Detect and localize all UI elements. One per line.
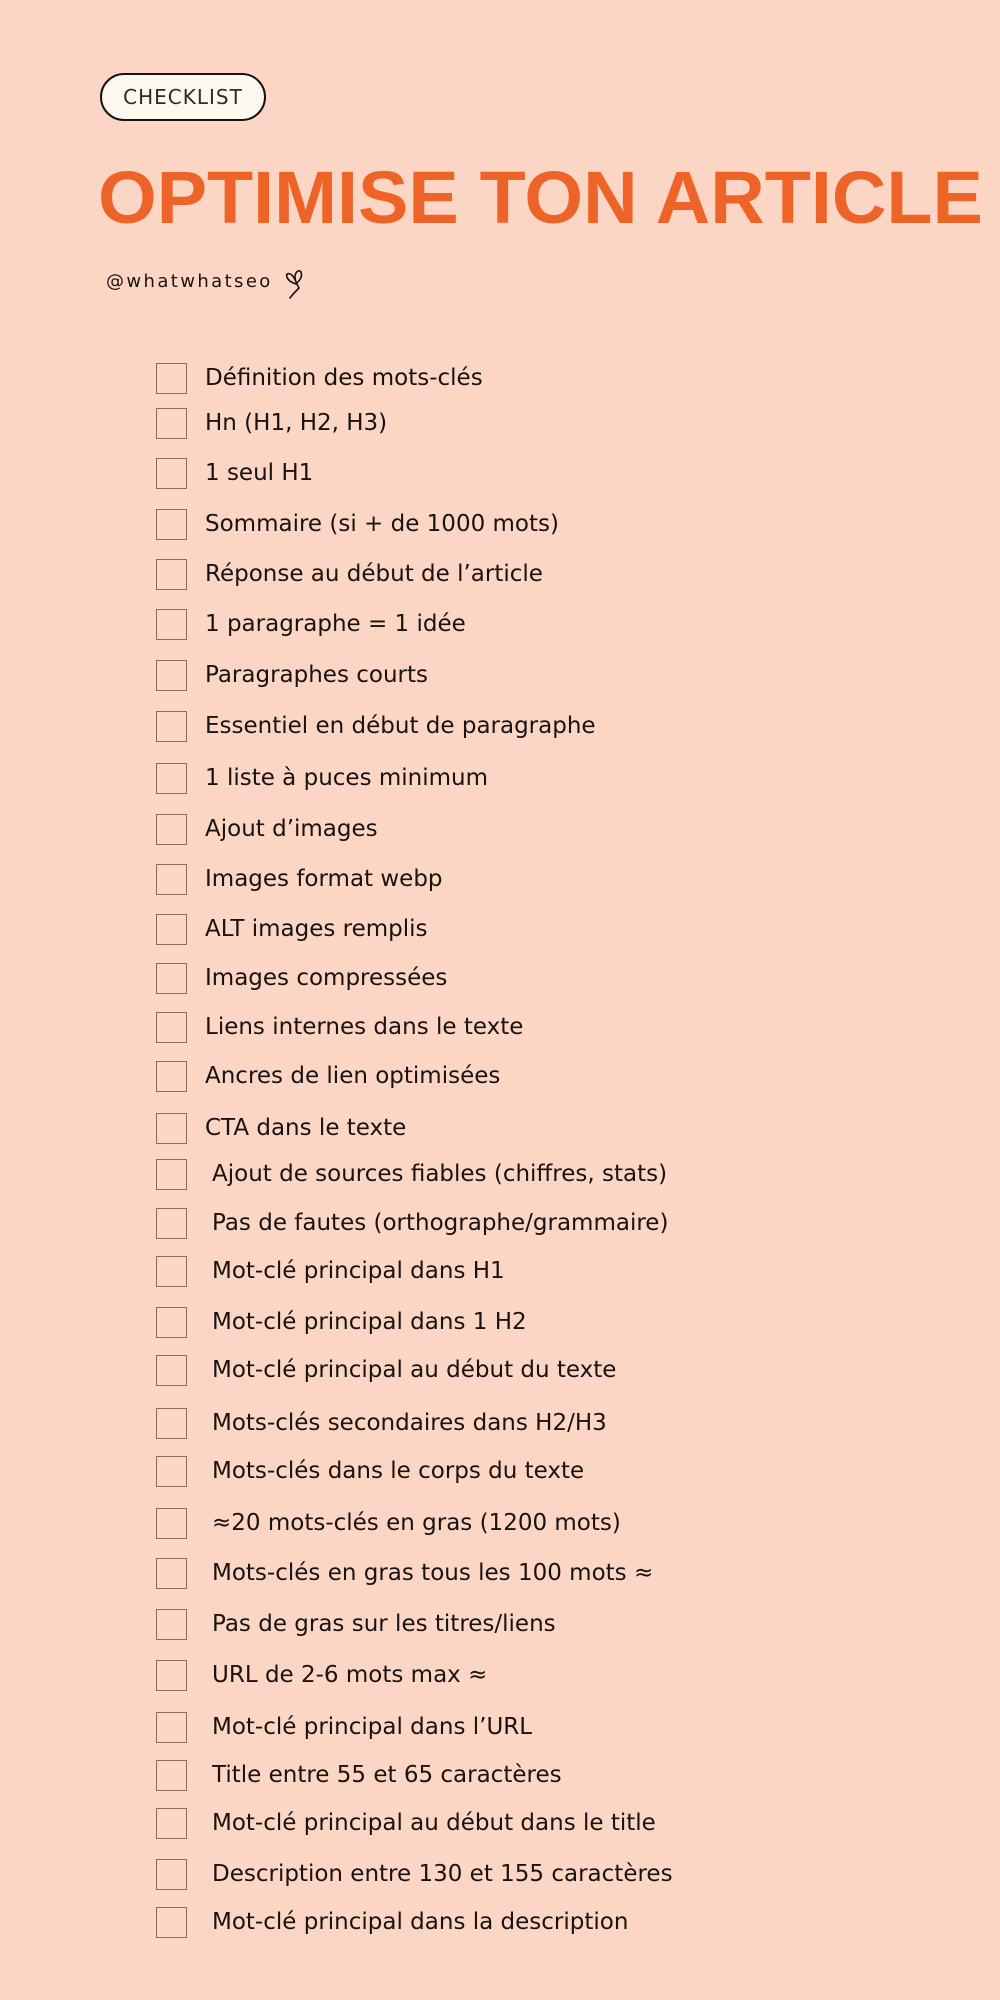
checkbox[interactable] [156, 914, 187, 945]
checkbox[interactable] [156, 1859, 187, 1890]
checklist-item-label: Essentiel en début de paragraphe [205, 713, 596, 739]
checklist-item[interactable] [156, 1506, 621, 1540]
checklist-item[interactable] [156, 557, 543, 591]
checklist-item-label: CTA dans le texte [205, 1115, 407, 1141]
checklist-item-label: Mots-clés en gras tous les 100 mots ≈ [212, 1560, 654, 1586]
checkbox[interactable] [156, 1061, 187, 1092]
checkbox[interactable] [156, 1660, 187, 1691]
checklist-item-label: ≈20 mots-clés en gras (1200 mots) [212, 1510, 621, 1536]
checkbox[interactable] [156, 363, 187, 394]
checklist-item-label: Sommaire (si + de 1000 mots) [205, 511, 559, 537]
checklist-item[interactable] [156, 709, 596, 743]
checklist-item-label: Mot-clé principal au début du texte [212, 1357, 617, 1383]
checklist-item[interactable] [156, 1353, 616, 1387]
checklist-item-label: Réponse au début de l’article [205, 561, 543, 587]
checklist-item[interactable] [156, 1010, 523, 1044]
checkbox[interactable] [156, 1159, 187, 1190]
checklist-item[interactable] [156, 1305, 527, 1339]
checklist-item[interactable] [156, 761, 488, 795]
checklist-item[interactable] [156, 406, 387, 440]
checkbox[interactable] [156, 1256, 187, 1287]
heart-icon [283, 266, 307, 300]
checkbox[interactable] [156, 1609, 187, 1640]
checklist-item-label: Définition des mots-clés [205, 365, 483, 391]
checklist-item-label: Description entre 130 et 155 caractères [212, 1861, 673, 1887]
checkbox[interactable] [156, 1456, 187, 1487]
checklist-item-label: Ajout de sources fiables (chiffres, stats) [212, 1161, 668, 1187]
checkbox[interactable] [156, 609, 187, 640]
checklist-item[interactable] [156, 1607, 556, 1641]
checkbox[interactable] [156, 1712, 187, 1743]
checkbox[interactable] [156, 1408, 187, 1439]
checklist-item-label: Images format webp [205, 866, 443, 892]
checklist-item-label: 1 liste à puces minimum [205, 765, 489, 791]
checklist-item-label: Ancres de lien optimisées [205, 1063, 501, 1089]
checklist-item[interactable] [156, 812, 378, 846]
checklist-item-label: Title entre 55 et 65 caractères [212, 1762, 562, 1788]
checkbox[interactable] [156, 408, 187, 439]
badge-label: CHECKLIST [123, 85, 243, 109]
checklist-item[interactable] [156, 361, 483, 395]
checklist-item-label: Pas de gras sur les titres/liens [212, 1611, 556, 1637]
checkbox[interactable] [156, 1113, 187, 1144]
checkbox[interactable] [156, 1307, 187, 1338]
checklist-item[interactable] [156, 1206, 668, 1240]
page-title: OPTIMISE TON ARTICLE [98, 156, 983, 239]
checklist-item[interactable] [156, 1710, 532, 1744]
checkbox[interactable] [156, 1808, 187, 1839]
checkbox[interactable] [156, 559, 187, 590]
checkbox[interactable] [156, 660, 187, 691]
checklist-item-label: Paragraphes courts [205, 662, 429, 688]
checklist-item[interactable] [156, 1454, 584, 1488]
checklist-item[interactable] [156, 1556, 653, 1590]
checkbox[interactable] [156, 1508, 187, 1539]
checklist-item-label: 1 paragraphe = 1 idée [205, 611, 466, 637]
checkbox[interactable] [156, 509, 187, 540]
checklist-item-label: Mot-clé principal dans 1 H2 [212, 1309, 527, 1335]
checkbox[interactable] [156, 1760, 187, 1791]
author-handle [106, 262, 307, 300]
checkbox[interactable] [156, 711, 187, 742]
checklist-item[interactable] [156, 607, 466, 641]
checklist-badge [100, 73, 266, 121]
checkbox[interactable] [156, 458, 187, 489]
checkbox[interactable] [156, 763, 187, 794]
checklist-item[interactable] [156, 1111, 406, 1145]
checklist-item-label: Mots-clés secondaires dans H2/H3 [212, 1410, 607, 1436]
checklist-item[interactable] [156, 1857, 673, 1891]
checklist-item-label: Pas de fautes (orthographe/grammaire) [212, 1210, 669, 1236]
checklist-item[interactable] [156, 1157, 667, 1191]
checkbox[interactable] [156, 1355, 187, 1386]
checklist-item-label: Mot-clé principal dans H1 [212, 1258, 505, 1284]
checkbox[interactable] [156, 1012, 187, 1043]
handle-text: @whatwhatseo [106, 270, 273, 292]
checklist-item-label: ALT images remplis [205, 916, 428, 942]
checkbox[interactable] [156, 1208, 187, 1239]
checklist-item-label: Liens internes dans le texte [205, 1014, 524, 1040]
checklist-item[interactable] [156, 862, 443, 896]
checklist-item[interactable] [156, 507, 559, 541]
checklist-item[interactable] [156, 1758, 562, 1792]
checkbox[interactable] [156, 963, 187, 994]
checklist-item[interactable] [156, 1905, 628, 1939]
checklist-item-label: Mot-clé principal au début dans le title [212, 1810, 656, 1836]
checklist-item[interactable] [156, 1254, 505, 1288]
checkbox[interactable] [156, 864, 187, 895]
checklist-item-label: Hn (H1, H2, H3) [205, 410, 388, 436]
checklist-item[interactable] [156, 1059, 500, 1093]
checklist-item-label: 1 seul H1 [205, 460, 314, 486]
checklist-item[interactable] [156, 1806, 656, 1840]
checkbox[interactable] [156, 814, 187, 845]
checklist-item[interactable] [156, 1406, 607, 1440]
checklist-item-label: Mot-clé principal dans la description [212, 1909, 629, 1935]
checklist-item[interactable] [156, 912, 428, 946]
checklist-item-label: Ajout d’images [205, 816, 378, 842]
checkbox[interactable] [156, 1907, 187, 1938]
checklist-item-label: URL de 2-6 mots max ≈ [212, 1662, 488, 1688]
checklist-item[interactable] [156, 658, 428, 692]
checklist-item-label: Mots-clés dans le corps du texte [212, 1458, 585, 1484]
checklist-item[interactable] [156, 961, 447, 995]
checkbox[interactable] [156, 1558, 187, 1589]
checklist-item-label: Mot-clé principal dans l’URL [212, 1714, 533, 1740]
checklist-item[interactable] [156, 1658, 487, 1692]
checklist-item[interactable] [156, 456, 313, 490]
checklist-item-label: Images compressées [205, 965, 448, 991]
